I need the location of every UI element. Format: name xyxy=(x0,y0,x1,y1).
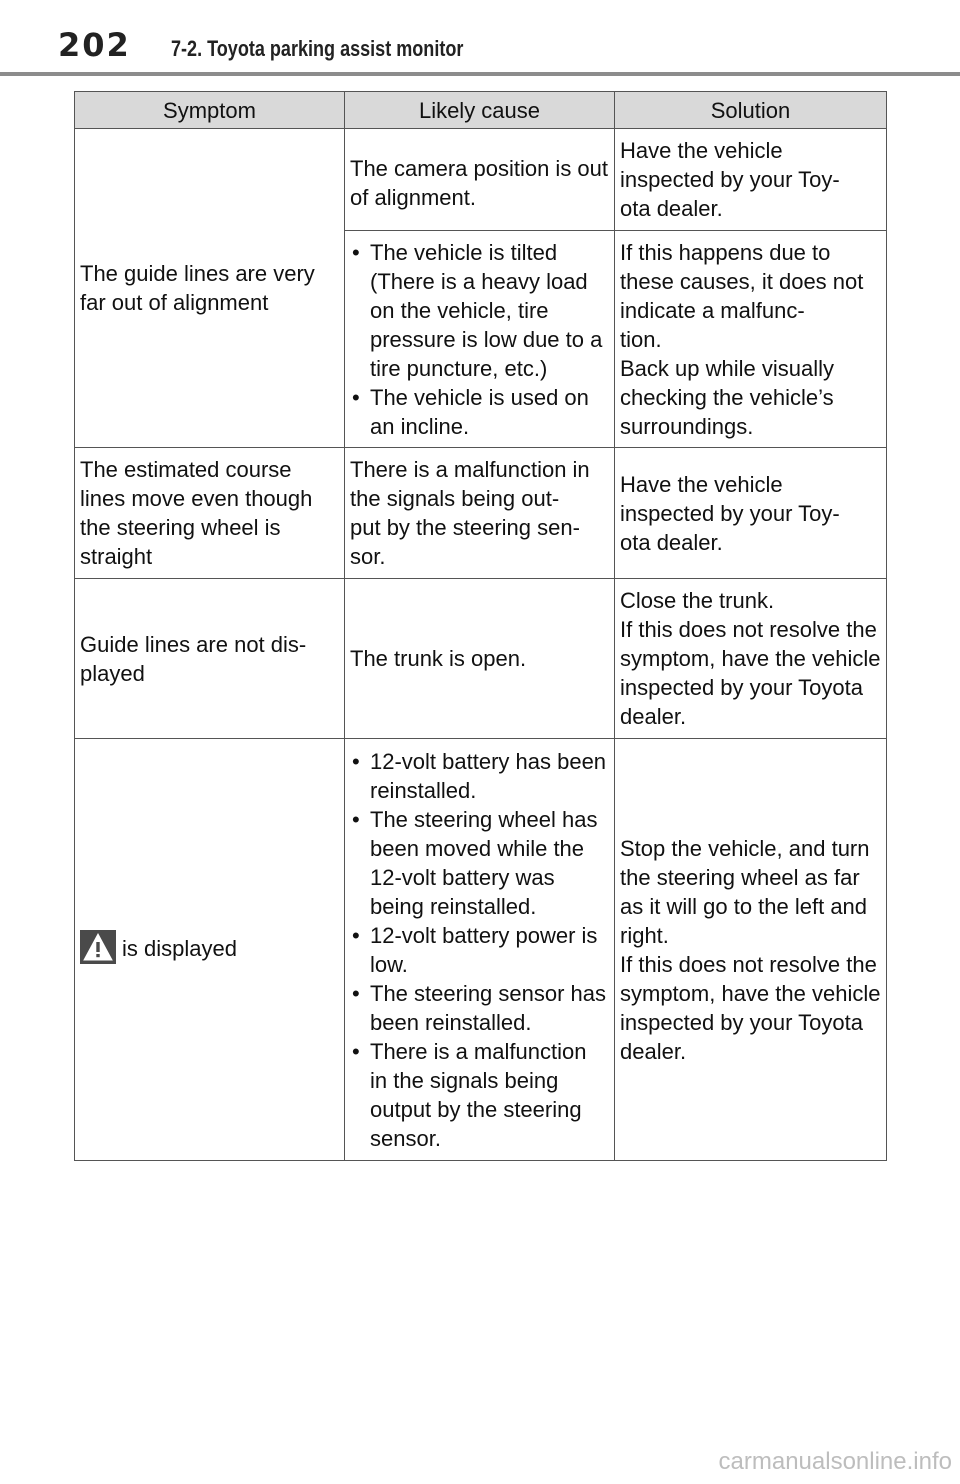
page-header xyxy=(0,0,960,76)
symptom-cell xyxy=(75,739,345,1161)
watermark: carmanualsonline.info xyxy=(718,1448,952,1475)
section-title: 7-2. Toyota parking assist monitor xyxy=(171,36,464,61)
table-row xyxy=(75,129,887,231)
list-item: • 12-volt battery power is low. xyxy=(350,921,609,979)
header-rule xyxy=(0,72,960,76)
cause-cell xyxy=(345,231,615,448)
list-item: • The vehicle is tilted (There is a heavy load on the vehicle, tire pressure is low due to a tire puncture, etc.) xyxy=(350,238,609,383)
symptom-cell: The guide lines are very far out of alignment xyxy=(75,129,345,448)
table-row xyxy=(75,739,887,1161)
symptom-cell: Guide lines are not dis- played xyxy=(75,579,345,739)
table-row xyxy=(75,579,887,739)
solution-cell: Close the trunk. If this does not resolve the symptom, have the vehicle inspected by your Toyota dealer. xyxy=(615,579,887,739)
symptom-cell: The estimated course lines move even though the steering wheel is straight xyxy=(75,448,345,579)
cause-list xyxy=(350,238,609,441)
solution-cell: Have the vehicle inspected by your Toy- ota dealer. xyxy=(615,129,887,231)
column-header-symptom: Symptom xyxy=(75,92,345,129)
cause-cell: There is a malfunction in the signals being out- put by the steering sen- sor. xyxy=(345,448,615,579)
list-item: • 12-volt battery has been reinstalled. xyxy=(350,747,609,805)
list-item: • The steering wheel has been moved while the 12-volt battery was being reinstalled. xyxy=(350,805,609,921)
column-header-solution: Solution xyxy=(615,92,887,129)
solution-cell: If this happens due to these causes, it does not indicate a malfunc- tion. Back up while visually checking the vehicle’s surroundings. xyxy=(615,231,887,448)
list-item: • There is a malfunction in the signals being output by the steering sensor. xyxy=(350,1037,609,1153)
table-header-row xyxy=(75,92,887,129)
solution-cell: Have the vehicle inspected by your Toy- ota dealer. xyxy=(615,448,887,579)
column-header-likely-cause: Likely cause xyxy=(345,92,615,129)
troubleshooting-table xyxy=(74,91,887,1161)
solution-cell: Stop the vehicle, and turn the steering wheel as far as it will go to the left and right. If this does not resolve the symptom, have the vehicle inspected by your Toyota dealer. xyxy=(615,739,887,1161)
symptom-text: is displayed xyxy=(122,935,237,961)
list-item: • The vehicle is used on an incline. xyxy=(350,383,609,441)
list-item: • The steering sensor has been reinstalled. xyxy=(350,979,609,1037)
page-number: 202 xyxy=(58,26,131,64)
cause-list xyxy=(350,747,609,1153)
cause-cell xyxy=(345,739,615,1161)
cause-cell: The trunk is open. xyxy=(345,579,615,739)
table-row xyxy=(75,448,887,579)
warning-icon xyxy=(80,930,116,964)
cause-cell: The camera position is out of alignment. xyxy=(345,129,615,231)
